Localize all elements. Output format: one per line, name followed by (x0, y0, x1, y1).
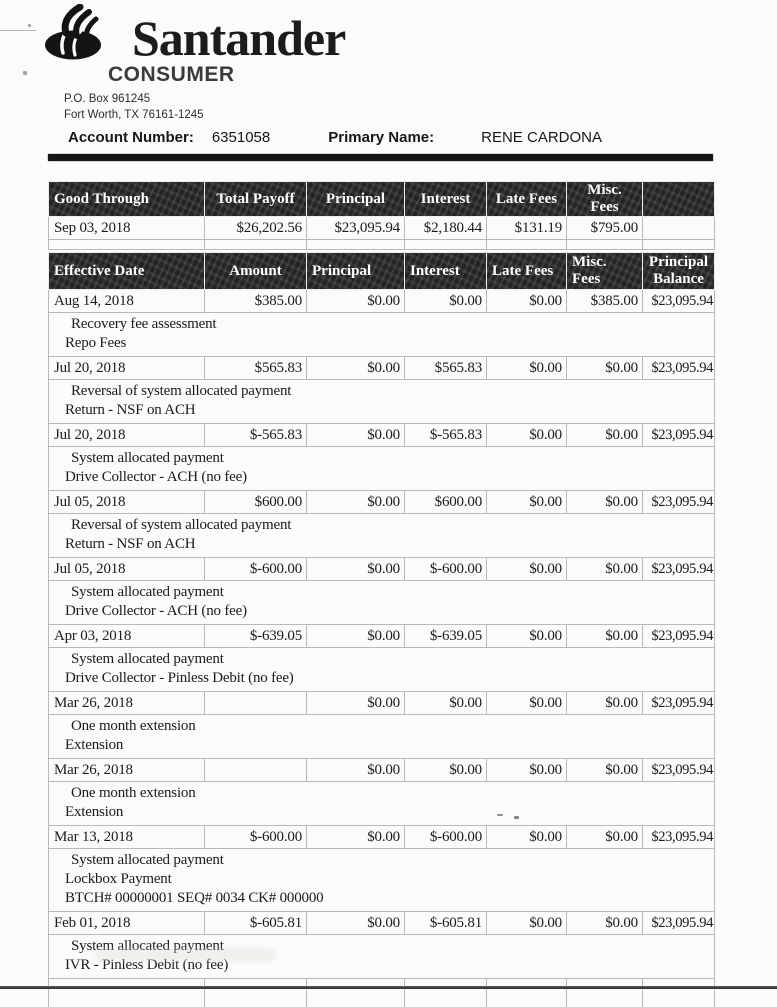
scan-artifact (497, 814, 503, 816)
late-fees-cell: $0.00 (487, 357, 567, 380)
misc-fees-cell: $0.00 (567, 826, 643, 849)
principal-cell: $0.00 (307, 692, 405, 715)
empty-cell (405, 240, 487, 250)
brand-header (44, 4, 345, 64)
transaction-row (49, 424, 715, 447)
payoff-summary-table (48, 181, 715, 250)
amount-cell: $-600.00 (205, 826, 307, 849)
column-header: Misc. Fees (567, 182, 643, 217)
empty-cell (307, 979, 405, 1007)
amount-cell: $-565.83 (205, 424, 307, 447)
column-header: Amount (205, 253, 307, 290)
transaction-row (49, 357, 715, 380)
principal-balance-cell: $23,095.94 (643, 491, 715, 514)
empty-cell (487, 240, 567, 250)
description-row (49, 514, 715, 558)
column-header: Late Fees (487, 253, 567, 290)
principal-cell: $0.00 (307, 558, 405, 581)
description-row (49, 715, 715, 759)
late-fees-cell: $131.19 (487, 217, 567, 240)
account-info-row (68, 129, 602, 146)
late-fees-cell: $0.00 (487, 826, 567, 849)
description-line: Extension (65, 803, 710, 822)
empty-row (49, 240, 715, 250)
description-row (49, 648, 715, 692)
brand-name: Santander (132, 13, 345, 63)
amount-cell: $-600.00 (205, 558, 307, 581)
primary-name-value: RENE CARDONA (481, 129, 602, 146)
empty-cell (205, 979, 307, 1007)
transaction-row (49, 759, 715, 782)
column-header: Principal Balance (643, 253, 715, 290)
principal-balance-cell: $23,095.94 (643, 759, 715, 782)
interest-cell: $-639.05 (405, 625, 487, 648)
empty-cell (49, 240, 205, 250)
description-line: Recovery fee assessment (65, 315, 710, 334)
interest-cell: $-605.81 (405, 912, 487, 935)
description-cell (49, 313, 715, 357)
good-through-cell: Sep 03, 2018 (49, 217, 205, 240)
scan-artifact (95, 948, 275, 962)
principal-balance-cell: $23,095.94 (643, 357, 715, 380)
effective-date-cell: Jul 05, 2018 (49, 558, 205, 581)
column-header: Total Payoff (205, 182, 307, 217)
principal-balance-cell: $23,095.94 (643, 424, 715, 447)
description-line: System allocated payment (65, 583, 710, 602)
late-fees-cell: $0.00 (487, 625, 567, 648)
principal-cell: $0.00 (307, 424, 405, 447)
misc-fees-cell: $0.00 (567, 357, 643, 380)
principal-cell: $0.00 (307, 357, 405, 380)
effective-date-cell: Mar 26, 2018 (49, 759, 205, 782)
empty-cell (567, 240, 643, 250)
description-line: System allocated payment (65, 937, 710, 956)
santander-flame-icon (44, 4, 124, 64)
description-line: Lockbox Payment (65, 870, 710, 889)
empty-cell (49, 979, 205, 1007)
description-line: Reversal of system allocated payment (65, 516, 710, 535)
primary-name-label: Primary Name: (328, 129, 434, 146)
amount-cell (205, 692, 307, 715)
amount-cell: $385.00 (205, 290, 307, 313)
late-fees-cell: $0.00 (487, 290, 567, 313)
description-line: One month extension (65, 784, 710, 803)
effective-date-cell: Jul 20, 2018 (49, 357, 205, 380)
transaction-row (49, 625, 715, 648)
column-header: Effective Date (49, 253, 205, 290)
interest-cell: $2,180.44 (405, 217, 487, 240)
truncated-empty-row (49, 979, 715, 1007)
empty-cell (487, 979, 567, 1007)
misc-fees-cell: $0.00 (567, 625, 643, 648)
payoff-row (49, 217, 715, 240)
description-row (49, 782, 715, 826)
brand-division: CONSUMER (108, 63, 235, 87)
misc-fees-cell: $0.00 (567, 491, 643, 514)
transaction-row (49, 692, 715, 715)
description-cell (49, 715, 715, 759)
scan-artifact (0, 30, 36, 31)
interest-cell: $-565.83 (405, 424, 487, 447)
principal-balance-cell: $23,095.94 (643, 826, 715, 849)
principal-cell: $0.00 (307, 826, 405, 849)
interest-cell: $565.83 (405, 357, 487, 380)
principal-cell: $0.00 (307, 290, 405, 313)
late-fees-cell: $0.00 (487, 912, 567, 935)
effective-date-cell: Mar 13, 2018 (49, 826, 205, 849)
empty-cell (643, 240, 715, 250)
interest-cell: $0.00 (405, 692, 487, 715)
interest-cell: $-600.00 (405, 558, 487, 581)
late-fees-cell: $0.00 (487, 692, 567, 715)
description-line: BTCH# 00000001 SEQ# 0034 CK# 000000 (65, 889, 710, 908)
description-row (49, 313, 715, 357)
description-cell (49, 581, 715, 625)
account-number-label: Account Number: (68, 129, 194, 146)
description-row (49, 849, 715, 912)
principal-cell: $0.00 (307, 625, 405, 648)
description-line: System allocated payment (65, 851, 710, 870)
principal-cell: $0.00 (307, 759, 405, 782)
total-payoff-cell: $26,202.56 (205, 217, 307, 240)
principal-balance-cell: $23,095.94 (643, 692, 715, 715)
address-line-2: Fort Worth, TX 76161-1245 (64, 108, 204, 124)
principal-balance-cell: $23,095.94 (643, 290, 715, 313)
description-row (49, 581, 715, 625)
description-cell (49, 514, 715, 558)
effective-date-cell: Feb 01, 2018 (49, 912, 205, 935)
description-row (49, 380, 715, 424)
amount-cell: $600.00 (205, 491, 307, 514)
description-line: Return - NSF on ACH (65, 535, 710, 554)
effective-date-cell: Mar 26, 2018 (49, 692, 205, 715)
description-line: Return - NSF on ACH (65, 401, 710, 420)
description-line: IVR - Pinless Debit (no fee) (65, 956, 710, 975)
amount-cell: $-605.81 (205, 912, 307, 935)
description-row (49, 447, 715, 491)
description-line: Repo Fees (65, 334, 710, 353)
description-line: One month extension (65, 717, 710, 736)
transaction-row (49, 912, 715, 935)
description-cell (49, 648, 715, 692)
empty-cell (405, 979, 487, 1007)
late-fees-cell: $0.00 (487, 491, 567, 514)
effective-date-cell: Aug 14, 2018 (49, 290, 205, 313)
transaction-row (49, 826, 715, 849)
description-cell (49, 447, 715, 491)
column-header: Interest (405, 253, 487, 290)
effective-date-cell: Jul 20, 2018 (49, 424, 205, 447)
empty-cell (643, 979, 715, 1007)
description-cell (49, 782, 715, 826)
late-fees-cell: $0.00 (487, 424, 567, 447)
description-line: Drive Collector - Pinless Debit (no fee) (65, 669, 710, 688)
principal-cell: $23,095.94 (307, 217, 405, 240)
interest-cell: $0.00 (405, 290, 487, 313)
description-cell (49, 380, 715, 424)
column-header: Principal (307, 182, 405, 217)
column-header: Good Through (49, 182, 205, 217)
empty-cell (205, 240, 307, 250)
scan-edge-line (0, 986, 777, 989)
effective-date-cell: Apr 03, 2018 (49, 625, 205, 648)
late-fees-cell: $0.00 (487, 558, 567, 581)
effective-date-cell: Jul 05, 2018 (49, 491, 205, 514)
scan-artifact (28, 24, 31, 27)
misc-fees-cell: $385.00 (567, 290, 643, 313)
scan-artifact (23, 71, 27, 75)
sender-address (64, 92, 204, 123)
interest-cell: $600.00 (405, 491, 487, 514)
misc-fees-cell: $0.00 (567, 424, 643, 447)
transaction-row (49, 290, 715, 313)
description-line: Reversal of system allocated payment (65, 382, 710, 401)
empty-cell (567, 979, 643, 1007)
description-line: Extension (65, 736, 710, 755)
column-header: Interest (405, 182, 487, 217)
misc-fees-cell: $795.00 (567, 217, 643, 240)
column-header: Principal (307, 253, 405, 290)
section-divider-bar (48, 154, 713, 161)
description-line: Drive Collector - ACH (no fee) (65, 468, 710, 487)
misc-fees-cell: $0.00 (567, 912, 643, 935)
history-header-row (49, 253, 715, 290)
transaction-row (49, 491, 715, 514)
description-line: System allocated payment (65, 449, 710, 468)
interest-cell: $0.00 (405, 759, 487, 782)
column-header: Misc. Fees (567, 253, 643, 290)
late-fees-cell: $0.00 (487, 759, 567, 782)
misc-fees-cell: $0.00 (567, 692, 643, 715)
transaction-row (49, 558, 715, 581)
scan-artifact (514, 816, 519, 819)
misc-fees-cell: $0.00 (567, 558, 643, 581)
description-line: Drive Collector - ACH (no fee) (65, 602, 710, 621)
misc-fees-cell: $0.00 (567, 759, 643, 782)
principal-cell: $0.00 (307, 491, 405, 514)
column-header-empty (643, 182, 715, 217)
payoff-header-row (49, 182, 715, 217)
description-line: System allocated payment (65, 650, 710, 669)
column-header: Late Fees (487, 182, 567, 217)
description-cell (49, 849, 715, 912)
principal-balance-cell: $23,095.94 (643, 558, 715, 581)
transaction-history-table (48, 252, 715, 1007)
empty-cell (643, 217, 715, 240)
account-number-value: 6351058 (212, 129, 270, 146)
amount-cell (205, 759, 307, 782)
amount-cell: $565.83 (205, 357, 307, 380)
empty-cell (307, 240, 405, 250)
principal-balance-cell: $23,095.94 (643, 625, 715, 648)
interest-cell: $-600.00 (405, 826, 487, 849)
amount-cell: $-639.05 (205, 625, 307, 648)
address-line-1: P.O. Box 961245 (64, 92, 204, 108)
principal-balance-cell: $23,095.94 (643, 912, 715, 935)
principal-cell: $0.00 (307, 912, 405, 935)
